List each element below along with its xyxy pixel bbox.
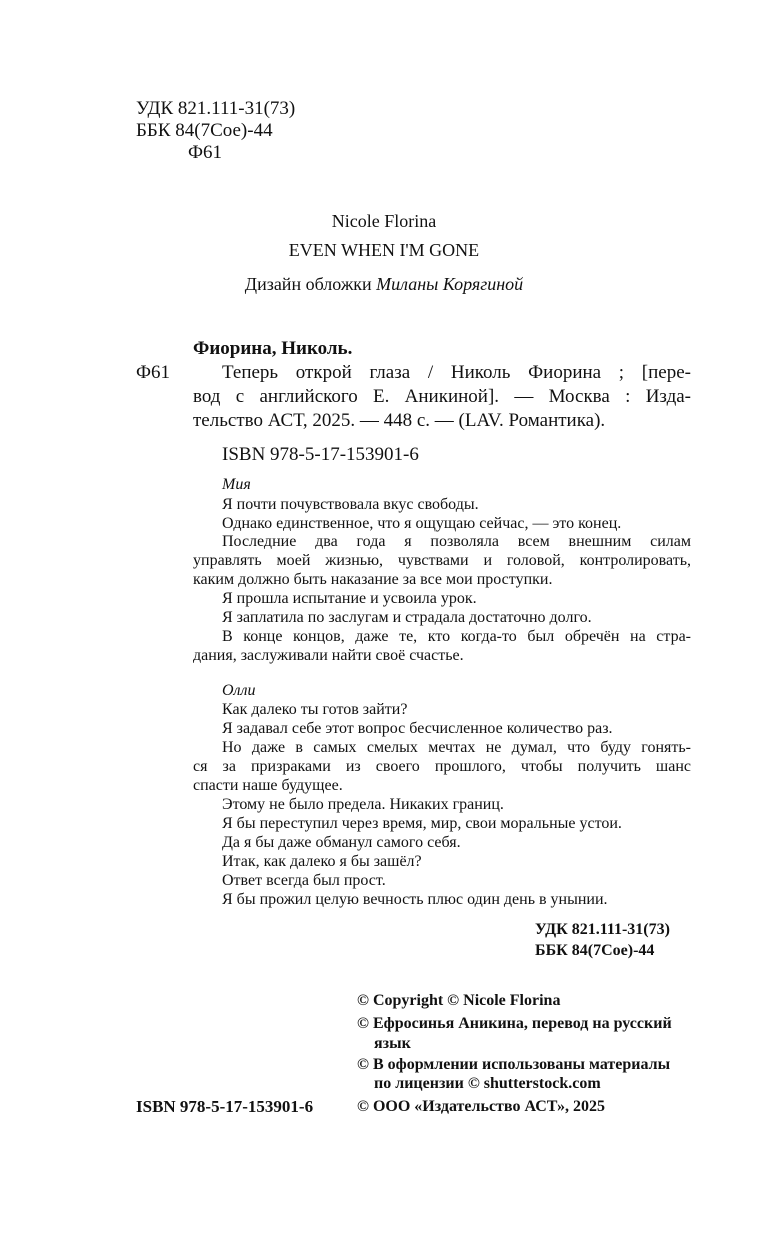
record-heading: Фиорина, Николь. <box>193 338 353 359</box>
annotation-line: спасти наше будущее. <box>193 777 343 794</box>
bottom-bbk-code: ББК 84(7Сое)-44 <box>535 942 655 959</box>
annotation-line: ся за призраками из своего прошлого, чтобы получить шанс <box>193 758 691 775</box>
annotation-line: Последние два года я позволяла всем внешним силам <box>222 533 691 550</box>
bottom-isbn: ISBN 978-5-17-153901-6 <box>136 1097 314 1116</box>
annotation-line: Я заплатила по заслугам и страдала достаточно долго. <box>222 609 592 626</box>
copyright-line: © В оформлении использованы материалы <box>357 1056 671 1073</box>
annotation-line: Я прошла испытание и усвоила урок. <box>222 590 477 607</box>
copyright-line: © Ефросинья Аникина, перевод на русский <box>357 1015 672 1032</box>
copyright-line: © Copyright © Nicole Florina <box>357 992 561 1009</box>
copyright-line: © ООО «Издательство АСТ», 2025 <box>357 1098 606 1115</box>
annotation-line: Я бы переступил через время, мир, свои моральные устои. <box>222 815 622 832</box>
annotation-line: управлять моей жизнью, чувствами и головой, контролировать, <box>193 552 691 569</box>
annotation-line: Я почти почувствовала вкус свободы. <box>222 496 479 513</box>
record-isbn: ISBN 978-5-17-153901-6 <box>222 444 419 465</box>
annotation-line: Я бы прожил целую вечность плюс один день в унынии. <box>222 891 608 908</box>
copyright-line: по лицензии © shutterstock.com <box>374 1075 601 1092</box>
cover-design-prefix: Дизайн обложки <box>244 274 372 294</box>
udk-code: УДК 821.111-31(73) <box>136 98 296 119</box>
bottom-udk-code: УДК 821.111-31(73) <box>535 921 670 938</box>
annotation-character-name: Олли <box>222 682 256 699</box>
annotation-line: Я задавал себе этот вопрос бесчисленное количество раз. <box>222 720 613 737</box>
record-desc-line: тельство АСТ, 2025. — 448 с. — (LAV. Романтика). <box>193 410 606 431</box>
cover-design-credit <box>0 274 768 295</box>
cover-designer-name: Миланы Корягиной <box>376 274 524 294</box>
annotation-line: В конце концов, даже те, кто когда-то был обречён на стра- <box>222 628 691 645</box>
record-author-sign: Ф61 <box>136 362 171 383</box>
original-title: EVEN WHEN I'M GONE <box>288 240 480 260</box>
original-author: Nicole Florina <box>331 211 437 231</box>
annotation-line: Но даже в самых смелых мечтах не думал, что буду гонять- <box>222 739 691 756</box>
author-sign: Ф61 <box>188 142 223 163</box>
copyright-line: язык <box>374 1035 411 1052</box>
annotation-line: каким должно быть наказание за все мои проступки. <box>193 571 553 588</box>
annotation-line: Однако единственное, что я ощущаю сейчас, — это конец. <box>222 515 622 532</box>
annotation-line: Ответ всегда был прост. <box>222 872 386 889</box>
record-desc-line: Теперь открой глаза / Николь Фиорина ; [пере- <box>222 362 691 383</box>
bbk-code: ББК 84(7Сое)-44 <box>136 120 273 141</box>
annotation-line: Как далеко ты готов зайти? <box>222 701 408 718</box>
annotation-line: Да я бы даже обманул самого себя. <box>222 834 461 851</box>
record-desc-line: вод с английского Е. Аникиной]. — Москва : Изда- <box>193 386 691 407</box>
annotation-character-name: Мия <box>222 476 251 493</box>
annotation-line: дания, заслуживали найти своё счастье. <box>193 647 464 664</box>
annotation-line: Этому не было предела. Никаких границ. <box>222 796 504 813</box>
annotation-line: Итак, как далеко я бы зашёл? <box>222 853 422 870</box>
